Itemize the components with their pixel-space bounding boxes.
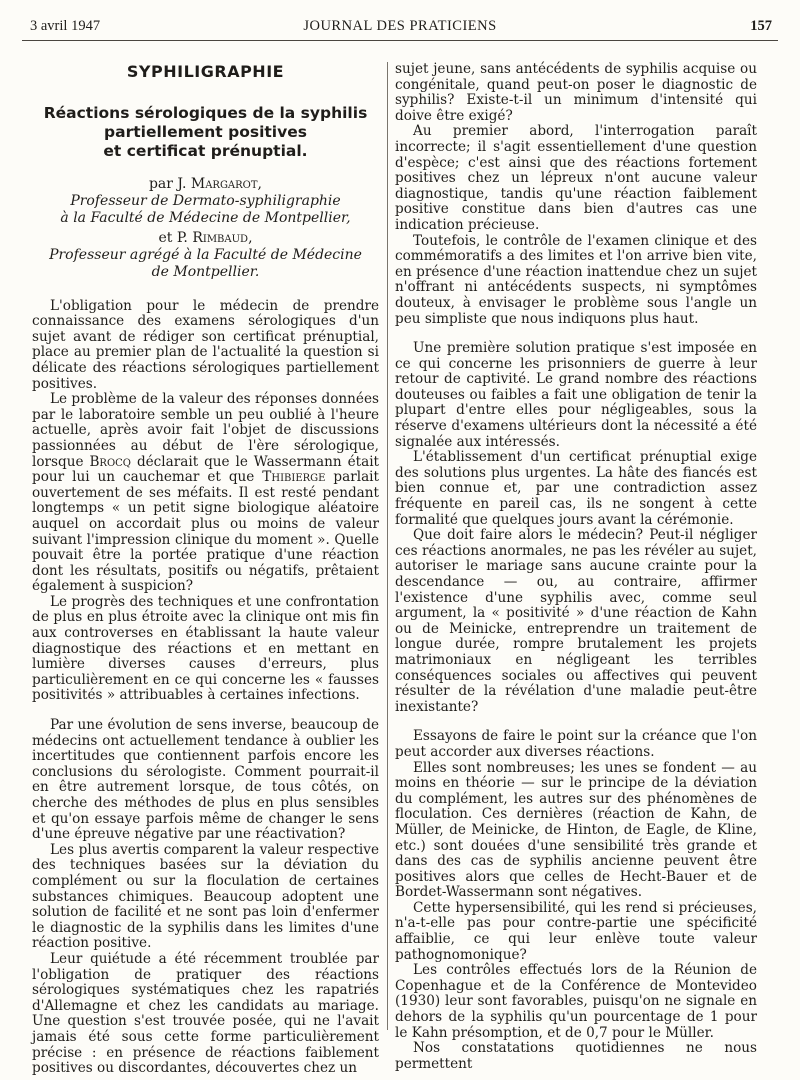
- column-divider: [387, 62, 388, 1030]
- paragraph: Les contrôles effectués lors de la Réunion de Copenhague et de la Conférence de Montevideo (1930) leur sont favorables, puisqu'on ne signale en dehors de la syphilis qu'un pourcentage de 1 pour le Kahn présomption, et de 0,7 pour le Müller.: [395, 962, 757, 1041]
- paragraph: Elles sont nombreuses; les unes se fondent — au moins en théorie — sur le principe de la déviation du complément, les autres sur des phénomènes de floculation. Ces dernières (réaction de Kahn, de Müller, de Meinicke, de Hinton, de Eagle, de Kline, etc.) sont douées d'une sensibilité très grande et dans des cas de syphilis ancienne peuvent être positives alors que celles de Hecht-Bauer et de Bordet-Wassermann sont négatives.: [395, 759, 757, 901]
- paragraph: Que doit faire alors le médecin? Peut-il négliger ces réactions anormales, ne pas les révéler au sujet, autoriser le mariage sans aucune crainte pour la descendance — ou, au contraire, affirmer l'existence d'une syphilis avec, comme seul argument, la « positivité » d'une réaction de Kahn ou de Meinicke, entreprendre un traitement de longue durée, rompre brutalement les projets matrimoniaux en négligeant les terribles conséquences sociales ou affectives qui peuvent résulter de la révélation d'une maladie peut-être inexistante?: [395, 527, 757, 715]
- byline: [32, 175, 379, 193]
- paragraph-text: parlait ouvertement de ses méfaits. Il est resté pendant longtemps « un petit signe biologique aléatoire auquel on accordait plus ou moins de valeur suivant l'impression clinique du moment ». Quelle pouvait être la portée pratique d'une réaction dont les résultats, positifs ou négatifs, prêtaient également à suspicion?: [32, 469, 379, 595]
- author-name: Margarot,: [190, 175, 263, 192]
- journal-name: JOURNAL DES PRATICIENS: [303, 18, 497, 34]
- author-affiliation: à la Faculté de Médecine de Montpellier,: [60, 209, 351, 226]
- coauthor-prefix: et P.: [158, 229, 188, 246]
- paragraph: Les plus avertis comparent la valeur respective des techniques basées sur la déviation du complément ou sur la floculation de certaines substances chimiques. Beaucoup adoptent une solution de facilité et ne sont pas loin d'enfermer le diagnostic de la syphilis dans les limites d'une réaction positive.: [32, 841, 379, 952]
- author-name: Rimbaud,: [192, 229, 253, 246]
- coauthor-line: [32, 229, 379, 247]
- right-column: [395, 62, 757, 1072]
- paragraph: Une première solution pratique s'est imposée en ce qui concerne les prisonniers de guerre à leur retour de captivité. Le grand nombre des réactions douteuses ou faibles a fait une obligation de tenir la plupart d'entre elles pour négligeables, sous la réserve d'examens ultérieurs dont la nécessité a été signalée aux intéressés.: [395, 340, 757, 450]
- article-title-line: partiellement positives: [104, 122, 307, 141]
- paragraph: Le progrès des techniques et une confrontation de plus en plus étroite avec la clinique ont mis fin aux controverses en établissant la haute valeur diagnostique des réactions et en mettant en lumière diverses causes d'erreurs, plus particulièrement en ce qui concerne les « fausses positivités » attribuables à certaines infections.: [32, 593, 379, 704]
- paragraph-text: déclarait que le Wassermann était pour lui un cauchemar et que: [32, 453, 380, 486]
- author-affiliation: Professeur de Dermato-syphiligraphie: [70, 192, 341, 209]
- page-number: 157: [750, 18, 772, 34]
- left-column: [32, 62, 379, 1077]
- paragraph: Au premier abord, l'interrogation paraît incorrecte; il s'agit essentiellement d'une question d'espèce; c'est ainsi que des réactions fortement positives chez un lépreux n'ont aucune valeur diagnostique, tandis qu'une réaction faiblement positive constitue dans bien d'autres cas une indication précieuse.: [395, 123, 757, 233]
- article-title-line: Réactions sérologiques de la syphilis: [43, 103, 368, 122]
- paragraph-continued: sujet jeune, sans antécédents de syphilis acquise ou congénitale, quand peut-on poser le diagnostic de syphilis? Existe-t-il un minimum d'intensité qui doive être exigé?: [395, 61, 757, 124]
- article-title-line: et certificat prénuptial.: [103, 141, 308, 160]
- paragraph: Toutefois, le contrôle de l'examen clinique et des commémoratifs a des limites et l'on arrive bien vite, en présence d'une réaction inattendue chez un sujet n'offrant ni antécédents suspects, ni symptômes douteux, à envisager le problème sous l'angle un peu simpliste que nous indiquons plus haut.: [395, 232, 757, 327]
- issue-date: 3 avril 1947: [30, 18, 101, 34]
- cited-name: Thibierge: [262, 469, 326, 486]
- paragraph-text: Le problème de la valeur des réponses données par le laboratoire semble un peu oublié à l'heure actuelle, après avoir fait l'objet de discussions passionnées au début de l'ère sérologique, lorsque: [32, 391, 379, 470]
- paragraph: Nos constatations quotidiennes ne nous permettent: [395, 1040, 757, 1072]
- paragraph: [32, 392, 379, 595]
- byline-prefix: par J.: [148, 175, 187, 192]
- article-title: [32, 104, 379, 161]
- paragraph: Par une évolution de sens inverse, beaucoup de médecins ont actuellement tendance à oublier les incertitudes que contiennent parfois encore les conclusions du sérologiste. Comment pourrait-il en être autrement lorsque, de tous côtés, on cherche des méthodes de plus en plus sensibles et qu'on essaye parfois même de changer le sens d'une épreuve négative par une réactivation?: [32, 717, 379, 843]
- author-affiliation: Professeur agrégé à la Faculté de Médecine: [49, 246, 362, 263]
- author-affiliation: de Montpellier.: [151, 263, 260, 280]
- cited-name: Brocq: [89, 453, 132, 470]
- paragraph: L'obligation pour le médecin de prendre connaissance des examens sérologiques d'un sujet avant de rédiger son certificat prénuptial, place au premier plan de l'actualité la question si délicate des réactions sérologiques partiellement positives.: [32, 297, 379, 392]
- paragraph: Cette hypersensibilité, qui les rend si précieuses, n'a-t-elle pas pour contre-partie une spécificité affaiblie, ce qui leur enlève toute valeur pathognomonique?: [395, 899, 757, 963]
- running-header: [22, 14, 778, 41]
- paragraph: Essayons de faire le point sur la créance que l'on peut accorder aux diverses réactions.: [395, 728, 757, 760]
- section-title: SYPHILIGRAPHIE: [126, 62, 285, 81]
- paragraph: L'établissement d'un certificat prénuptial exige des solutions plus urgentes. La hâte des fiancés est bien connue et, par une contradiction assez fréquente en pareil cas, ils ne songent à cette formalité que quelques jours avant la cérémonie.: [395, 449, 757, 528]
- paragraph: Leur quiétude a été récemment troublée par l'obligation de pratiquer des réactions sérologiques systématiques chez les rapatriés d'Allemagne et chez les candidats au mariage. Une question s'est trouvée posée, qui ne l'avait jamais été sous cette forme particulièrement précise : en présence de réactions faiblement positives ou discordantes, découvertes chez un: [32, 950, 379, 1077]
